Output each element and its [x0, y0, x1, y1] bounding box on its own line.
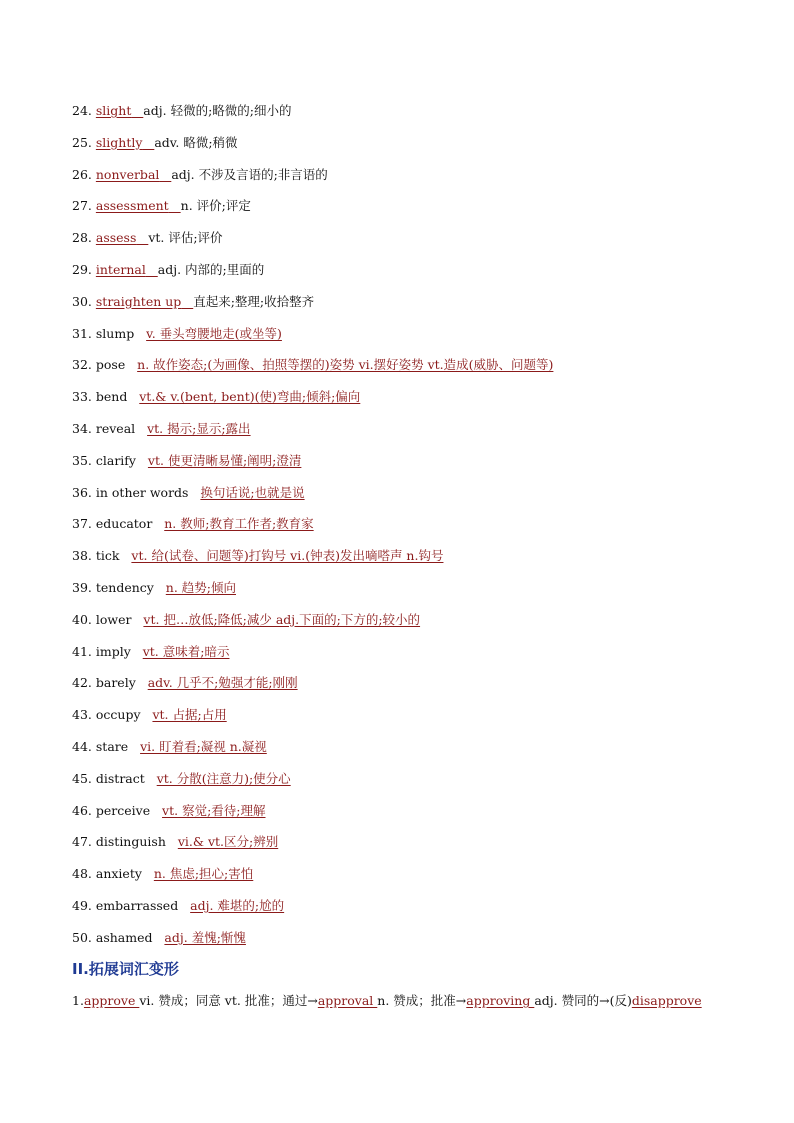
answer-gap	[136, 230, 148, 245]
vocab-row	[72, 387, 752, 419]
item-number: 1.	[72, 993, 84, 1008]
answer-blank: slightly	[95, 134, 143, 150]
vocab-row	[72, 642, 752, 674]
item-number: 50.	[72, 929, 92, 945]
headword: perceive	[95, 802, 151, 818]
vocab-row	[72, 673, 752, 705]
answer-blank: n. 焦虑;担心;害怕	[153, 866, 254, 882]
headword: clarify	[95, 452, 136, 468]
item-number: 35.	[72, 452, 92, 468]
answer-gap	[159, 167, 171, 182]
item-number: 42.	[72, 675, 92, 691]
item-number: 48.	[72, 866, 92, 882]
answer-blank: n. 故作姿态;(为画像、拍照等摆的)姿势 vi.摆好姿势 vt.造成(威胁、问题等)	[137, 357, 554, 373]
item-number: 40.	[72, 611, 92, 627]
item-number: 49.	[72, 897, 92, 913]
answer-gap	[131, 103, 143, 118]
answer-blank: v. 垂头弯腰地走(或坐等)	[146, 325, 282, 341]
vocab-row	[72, 228, 752, 260]
vocabulary-list	[72, 101, 752, 960]
definition-text: 直起来;整理;收拾整齐	[193, 293, 315, 309]
item-number: 38.	[72, 548, 92, 564]
answer-blank: vt. 使更清晰易懂;阐明;澄清	[147, 452, 302, 468]
headword: anxiety	[95, 866, 142, 882]
item-number: 45.	[72, 770, 92, 786]
item-number: 28.	[72, 230, 92, 246]
item-number: 25.	[72, 134, 92, 150]
headword: imply	[95, 643, 131, 659]
item-number: 36.	[72, 484, 92, 500]
vocab-row	[72, 133, 752, 165]
answer-blank: assess	[95, 230, 137, 246]
vocab-row	[72, 578, 752, 610]
headword: tick	[95, 548, 120, 564]
definition-text: adj. 轻微的;略微的;细小的	[143, 103, 292, 118]
answer-approve: approve	[83, 993, 140, 1008]
headword: bend	[95, 389, 128, 405]
vocab-row	[72, 451, 752, 483]
answer-blank: n. 趋势;倾向	[165, 579, 236, 595]
item-number: 31.	[72, 325, 92, 341]
answer-gap	[142, 135, 154, 150]
headword: occupy	[95, 707, 141, 723]
answer-blank: vt. 给(试卷、问题等)打钩号 vi.(钟表)发出嘀嗒声 n.钩号	[131, 548, 444, 564]
headword: ashamed	[95, 929, 153, 945]
definition-text: adv. 略微;稍微	[154, 134, 238, 150]
vocab-row	[72, 483, 752, 515]
headword: reveal	[95, 420, 136, 436]
answer-blank: slight	[95, 103, 132, 118]
vocab-row	[72, 419, 752, 451]
answer-blank: vi. 盯着看;凝视 n.凝视	[140, 738, 267, 754]
vocab-row	[72, 832, 752, 864]
headword: barely	[95, 675, 136, 691]
answer-blank: adj. 难堪的;尬的	[190, 897, 285, 913]
item-number: 26.	[72, 166, 92, 182]
vocab-row	[72, 292, 752, 324]
vocab-row	[72, 324, 752, 356]
vocab-row	[72, 737, 752, 769]
vocab-row	[72, 514, 752, 546]
vocab-row	[72, 165, 752, 197]
definition-text: adj. 不涉及言语的;非言语的	[171, 166, 328, 182]
answer-blank: vt.& v.(bent, bent)(使)弯曲;倾斜;偏向	[139, 389, 361, 405]
vocab-row	[72, 896, 752, 928]
definition-text: vt. 评估;评价	[148, 230, 223, 246]
item-number: 46.	[72, 802, 92, 818]
answer-blank: vt. 意味着;暗示	[142, 643, 230, 659]
item-number: 32.	[72, 357, 92, 373]
section-heading: II.拓展词汇变形	[72, 960, 179, 978]
headword: stare	[95, 738, 129, 754]
answer-blank: nonverbal	[95, 166, 160, 182]
answer-blank: adj. 羞愧;惭愧	[164, 929, 246, 945]
vocab-row	[72, 801, 752, 833]
answer-blank: internal	[95, 261, 146, 277]
answer-gap	[169, 198, 181, 213]
vocab-row	[72, 610, 752, 642]
word-family-item	[72, 991, 702, 1009]
headword: tendency	[95, 579, 154, 595]
headword: educator	[95, 516, 153, 532]
vocab-row	[72, 355, 752, 387]
vocab-row	[72, 864, 752, 896]
answer-blank: vt. 揭示;显示;露出	[147, 420, 251, 436]
item-number: 39.	[72, 579, 92, 595]
answer-blank: adv. 几乎不;勉强才能;刚刚	[147, 675, 298, 691]
headword: distinguish	[95, 834, 166, 850]
headword: pose	[95, 357, 126, 373]
vocab-row	[72, 101, 752, 133]
vocab-row	[72, 769, 752, 801]
item-number: 47.	[72, 834, 92, 850]
answer-approving: approving	[466, 993, 535, 1008]
answer-approval: approval	[317, 993, 378, 1008]
item-number: 24.	[72, 103, 92, 118]
headword: embarrassed	[95, 897, 179, 913]
definition-text: adj. 内部的;里面的	[157, 261, 265, 277]
answer-blank: 换句话说;也就是说	[200, 484, 305, 500]
answer-blank: vt. 把…放低;降低;减少 adj.下面的;下方的;较小的	[143, 611, 421, 627]
answer-blank: straighten up	[95, 293, 182, 309]
vocab-row	[72, 196, 752, 228]
vocab-row	[72, 546, 752, 578]
item-number: 30.	[72, 293, 92, 309]
answer-gap	[146, 262, 158, 277]
vocab-row	[72, 260, 752, 292]
headword: in other words	[95, 484, 189, 500]
item-number: 43.	[72, 707, 92, 723]
item-number: 34.	[72, 420, 92, 436]
item-number: 44.	[72, 738, 92, 754]
item-number: 27.	[72, 198, 92, 214]
definition-text: vi. 赞成；同意 vt. 批准；通过→	[139, 993, 318, 1008]
headword: distract	[95, 770, 145, 786]
item-number: 29.	[72, 261, 92, 277]
vocab-row	[72, 928, 752, 960]
answer-gap	[181, 294, 193, 309]
answer-blank: assessment	[95, 198, 169, 214]
answer-blank: vi.& vt.区分;辨别	[177, 834, 279, 850]
headword: lower	[95, 611, 132, 627]
definition-text: n. 评价;评定	[180, 198, 251, 214]
headword: slump	[95, 325, 135, 341]
item-number: 37.	[72, 516, 92, 532]
vocab-row	[72, 705, 752, 737]
item-number: 33.	[72, 389, 92, 405]
definition-text: adj. 赞同的→(反)	[534, 993, 632, 1008]
answer-blank: vt. 占据;占用	[152, 707, 227, 723]
answer-blank: n. 教师;教育工作者;教育家	[164, 516, 314, 532]
answer-blank: vt. 察觉;看待;理解	[162, 802, 266, 818]
definition-text: n. 赞成；批准→	[377, 993, 467, 1008]
answer-disapprove: disapprove	[631, 993, 702, 1008]
item-number: 41.	[72, 643, 92, 659]
answer-blank: vt. 分散(注意力);使分心	[156, 770, 291, 786]
